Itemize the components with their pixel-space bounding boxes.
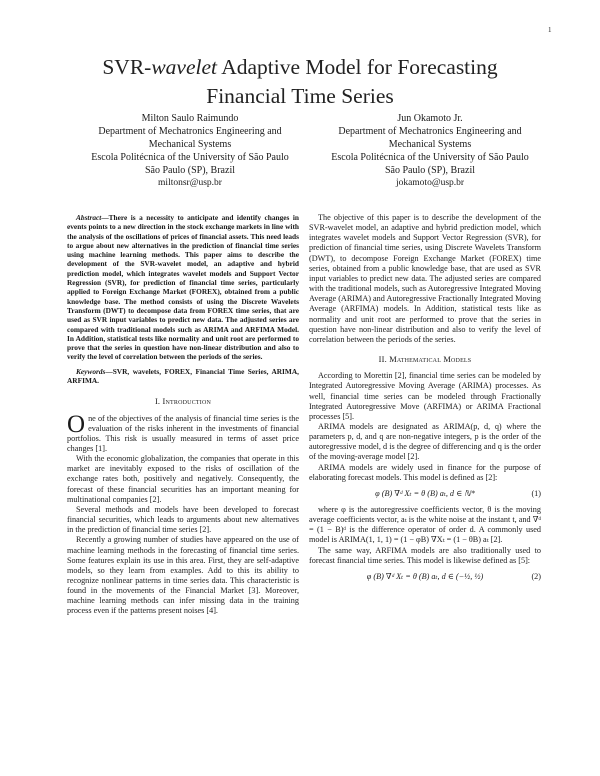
keywords-text: —SVR, wavelets, FOREX, Financial Time Series, ARIMA, ARFIMA. — [67, 366, 299, 386]
left-column — [67, 213, 299, 617]
keywords — [67, 367, 299, 386]
author-department-cont: Mechanical Systems — [388, 139, 472, 150]
page-number: 1 — [548, 26, 552, 34]
drop-cap: O — [67, 410, 86, 438]
author-name: Jun Okamoto Jr. — [397, 113, 463, 124]
equation-1-number: (1) — [531, 488, 541, 498]
math-paragraph-3: ARIMA models are widely used in finance for the purpose of elaborating forecast models. This model is defined as [2]: — [309, 462, 541, 482]
author-city: São Paulo (SP), Brazil — [385, 165, 475, 176]
title-italic-word: wavelet — [151, 55, 217, 79]
objective-paragraph: The objective of this paper is to describe the development of the SVR-wavelet model, an adaptive and hybrid prediction model, which integrates wavelet models and Support Vector Regression (SVR), for prediction of financial time series, using Discrete Wavelets Transform (DWT), to decompose Foreign Exchange Market (FOREX) time series, obtained from a public knowledge base, that are used as SVR input variables to predict new data. The adjusted series are compared with the traditional models, such as Autoregressive Integrated Moving Average (ARIMA) and Autoregressive Fractionally Integrated Moving Average (ARFIMA) models. In Addition, statistical tests like as normality and unit root are performed to prove that the series in question have non-linear distribution and also to verify the level of correlation between the periods of the series. — [309, 213, 541, 344]
section-heading-mathematical-models: II. Mathematical Models — [378, 355, 472, 365]
equation-2-number: (2) — [531, 571, 541, 581]
keywords-label: Keywords — [76, 366, 106, 376]
abstract-text: —There is a necessity to anticipate and identify changes in events points to a new direction in the stock exchange markets in line with the analysis of the oscillations of prices of financial assets. This need leads to argue about new alternatives in the prediction of financial time series using machine learning methods. This paper aims to describe the development of the SVR-wavelet model, an adaptive and hybrid prediction model, which integrates wavelet models and Support Vector Regression (SVR), for prediction of financial time series, particularly applied to Foreign Exchange Market (FOREX), obtained from a public knowledge base. The method consists of using the Discrete Wavelets Transform (DWT) to decompose data from FOREX time series, that are used as SVR input variables to predict new data. The adjusted series are compared with traditional models such as ARIMA and ARFIMA Model. In Addition, statistical tests like normality and unit root are performed to prove that the series in question have non-linear distribution and also to verify the level of correlation between the periods of the series. — [67, 213, 299, 362]
author-city: São Paulo (SP), Brazil — [145, 165, 235, 176]
author-block-1 — [65, 112, 315, 190]
author-department: Department of Mechatronics Engineering and — [338, 126, 522, 137]
intro-paragraph-2: With the economic globalization, the companies that operate in this market are inevitably exposed to the risks of oscillation of the exchange rates both, positively and negatively. Consequently, the forecast of these financial securities has an important meaning for multinational companies [2]. — [67, 454, 299, 504]
title-part1: SVR- — [102, 55, 152, 79]
title-part2: Adaptive Model for Forecasting — [217, 55, 498, 79]
author-email: jokamoto@usp.br — [395, 178, 465, 188]
author-school: Escola Politécnica of the University of São Paulo — [91, 152, 289, 163]
abstract-label: Abstract — [76, 213, 102, 222]
equation-2 — [309, 568, 541, 586]
author-school: Escola Politécnica of the University of São Paulo — [331, 152, 529, 163]
paper-title — [0, 53, 600, 111]
author-department-cont: Mechanical Systems — [148, 139, 232, 150]
equation-1-body: φ (B) ∇ᵈ Xₜ = θ (B) aₜ, d ∈ ℕ* — [375, 488, 475, 498]
author-block-2 — [305, 112, 555, 190]
author-email: miltonsr@usp.br — [158, 178, 222, 188]
author-name: Milton Saulo Raimundo — [141, 113, 239, 124]
intro-paragraph-3: Several methods and models have been developed to forecast financial securities, which leads to arguments about new alternatives in the prediction of financial time series [2]. — [67, 504, 299, 535]
section-heading-introduction: I. Introduction — [154, 397, 212, 407]
math-paragraph-5: The same way, ARFIMA models are also traditionally used to forecast financial time series. This model is likewise defined as [5]: — [309, 545, 541, 565]
equation-2-body: φ (B) ∇ᵈ Xₜ = θ (B) aₜ, d ∈ (−½, ½) — [366, 571, 484, 581]
author-department: Department of Mechatronics Engineering and — [98, 126, 282, 137]
equation-1 — [309, 485, 541, 503]
intro-paragraph-1: One of the objectives of the analysis of financial time series is the evaluation of the risks inherent in the investments of financial portfolios. This risk is usually measured in terms of asset price changes [1]. — [67, 410, 299, 453]
abstract — [67, 213, 299, 362]
right-column — [309, 213, 541, 588]
intro-paragraph-4: Recently a growing number of studies have appeared on the use of machine learning methods in the forecasting of financial time series. Some features explain its use in this area. First, they are self-adaptive models, so they learn from examples. Add to this its ability to recognize nonlinear patterns in time series data. This characteristic is found in the movements of the Financial Market [3]. Moreover, machine learning methods can infer missing data in the training process even if the patterns present noises [4]. — [67, 535, 299, 616]
math-paragraph-1: According to Morettin [2], financial time series can be modeled by Integrated Autoregressive Moving Average (ARIMA) processes. As well, financial time series can be modeled through Fractionally Integrated Autoregressive Move (ARFIMA) or ARIMA Fractional processes [5]. — [309, 371, 541, 421]
math-paragraph-2: ARIMA models are designated as ARIMA(p, d, q) where the parameters p, d, and q are non-negative integers, p is the order of the autoregressive model, d is the degree of differencing and q is the order of the moving-average model [2]. — [309, 421, 541, 462]
title-line2: Financial Time Series — [206, 84, 394, 108]
math-paragraph-4: where φ is the autoregressive coefficients vector, θ is the moving average coefficients vector, aₜ is the white noise at the instant t, and ∇ᵈ = (1 − B)ᵈ is the difference operator of order d. A commonly used model is ARIMA(1, 1, 1) = (1 − φB) ∇Xₜ = (1 − θB) aₜ [2]. — [309, 504, 541, 545]
